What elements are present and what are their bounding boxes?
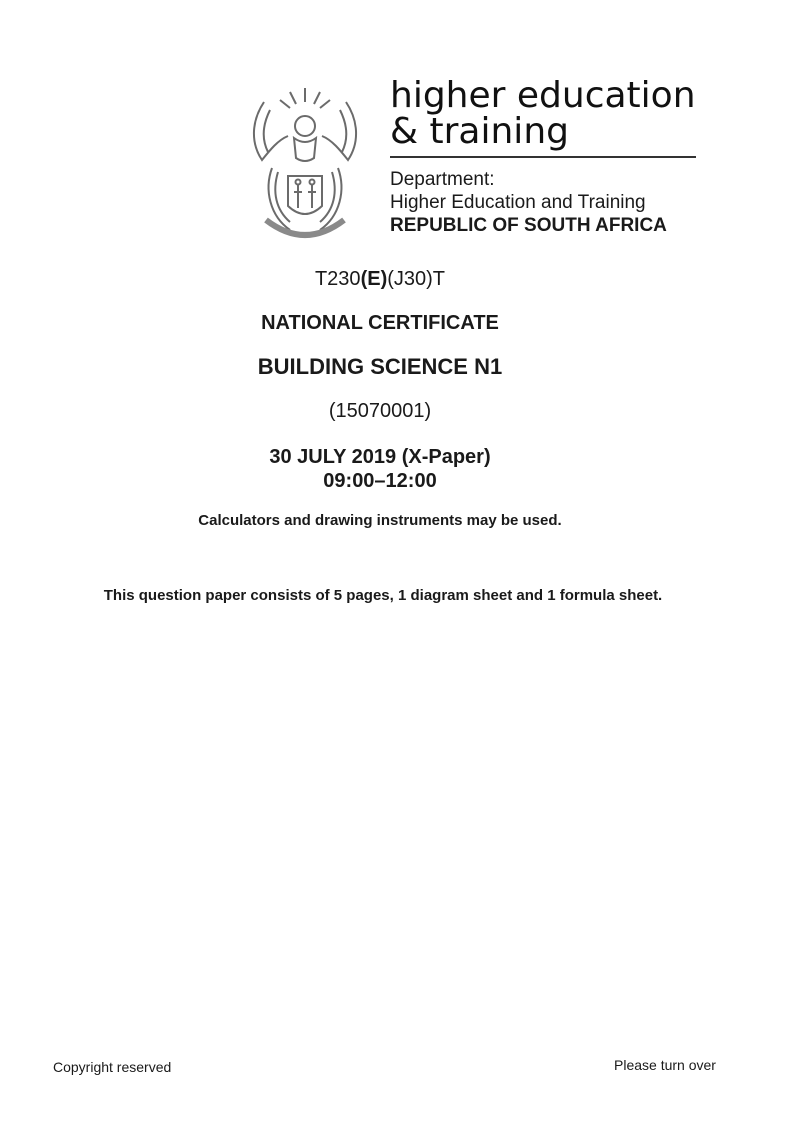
exam-instructions: Calculators and drawing instruments may be used. <box>198 512 562 529</box>
exam-date: 30 JULY 2019 (X-Paper) <box>269 446 491 468</box>
brand-divider <box>390 156 696 158</box>
subject-title: BUILDING SCIENCE N1 <box>257 354 503 379</box>
department-label: Department: <box>390 169 495 190</box>
department-branding <box>390 75 700 237</box>
paper-code-prefix: T230 <box>314 268 361 290</box>
department-name: Higher Education and Training <box>390 192 646 213</box>
country-name: REPUBLIC OF SOUTH AFRICA <box>390 215 667 236</box>
department-text <box>390 168 700 237</box>
brand-line-2: & training <box>390 111 569 152</box>
subject-code: (15070001) <box>328 400 432 422</box>
south-africa-coat-of-arms-icon <box>244 80 366 250</box>
brand-line-1: higher education <box>390 75 696 116</box>
copyright-notice: Copyright reserved <box>53 1059 172 1075</box>
turn-over-notice: Please turn over <box>614 1057 716 1073</box>
paper-code-language: (E) <box>360 268 388 290</box>
paper-code <box>0 268 760 291</box>
exam-time: 09:00–12:00 <box>323 470 437 492</box>
page-count-info: This question paper consists of 5 pages, 1 diagram sheet and 1 formula sheet. <box>103 587 663 604</box>
certificate-title: NATIONAL CERTIFICATE <box>261 312 499 334</box>
paper-code-suffix: (J30)T <box>387 268 446 290</box>
